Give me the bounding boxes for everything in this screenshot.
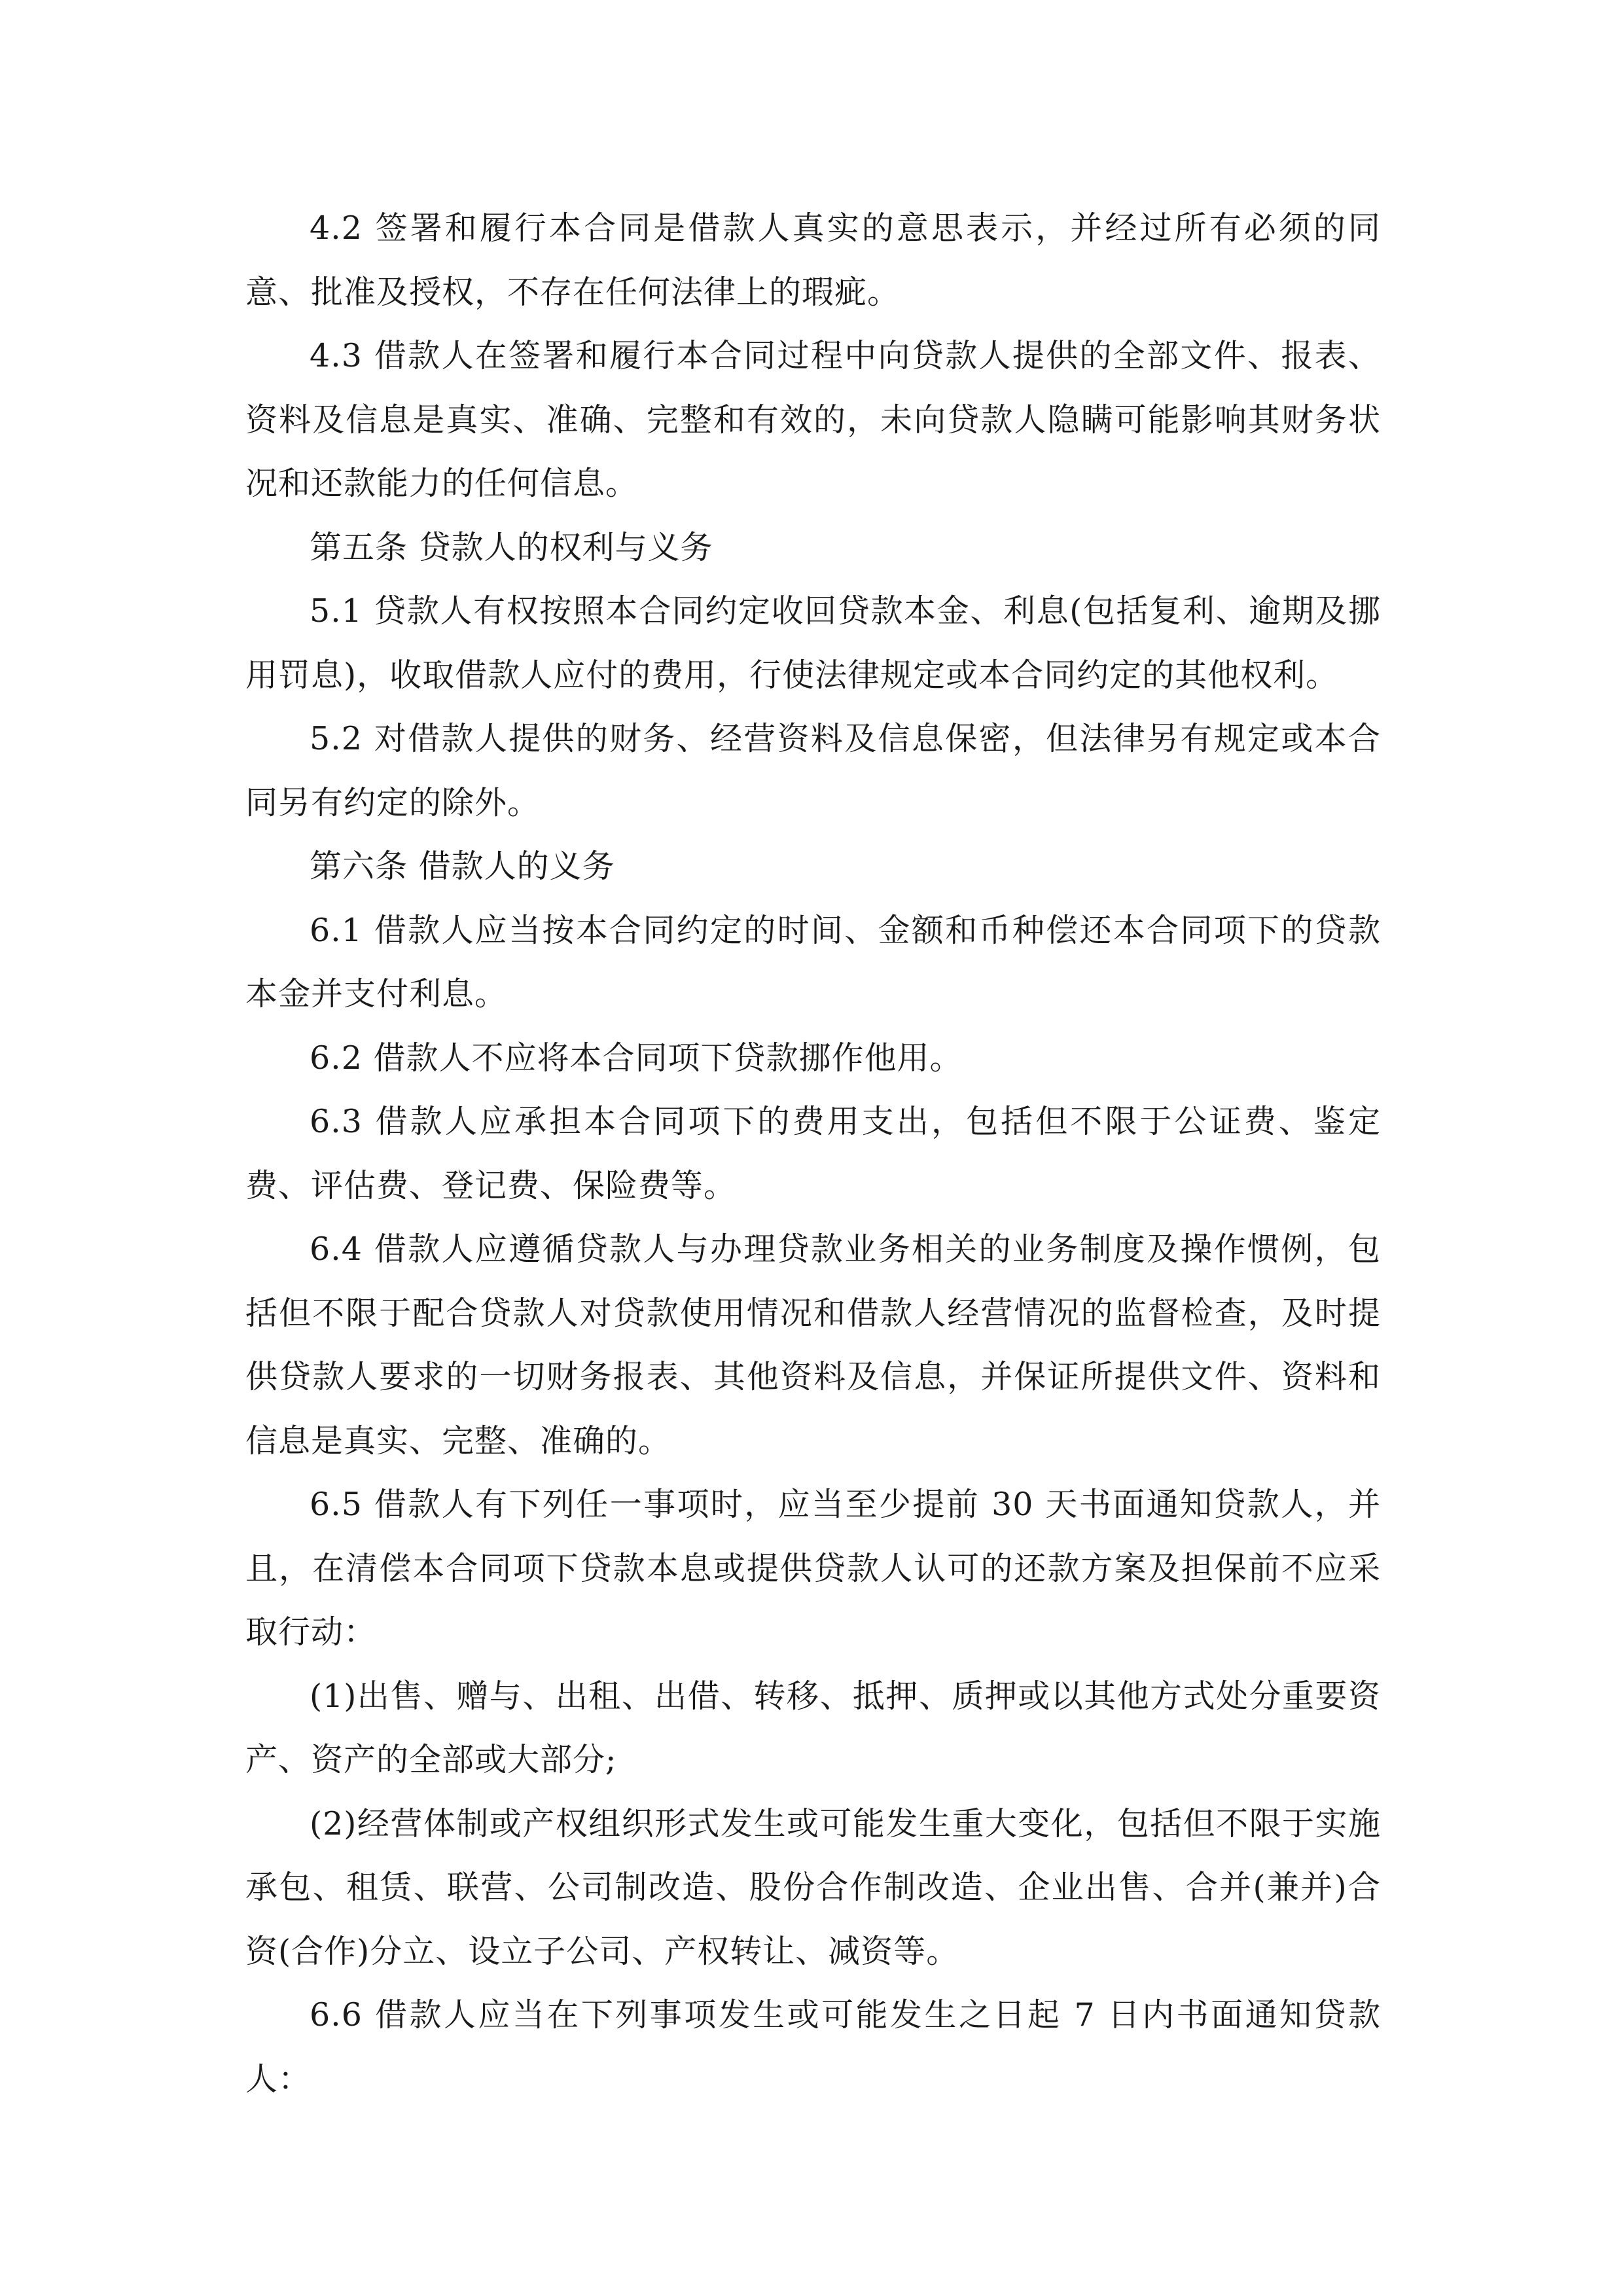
- contract-body: [245, 196, 1381, 2111]
- paragraph-6-6: 6.6 借款人应当在下列事项发生或可能发生之日起 7 日内书面通知贷款人：: [245, 1996, 1381, 2098]
- list-item-1: (1)出售、赠与、出租、出借、转移、抵押、质押或以其他方式处分重要资产、资产的全部或大部分;: [245, 1677, 1381, 1778]
- paragraph-5-1: 5.1 贷款人有权按照本合同约定收回贷款本金、利息(包括复利、逾期及挪用罚息)，收取借款人应付的费用，行使法律规定或本合同约定的其他权利。: [245, 592, 1381, 694]
- paragraph-4-3: 4.3 借款人在签署和履行本合同过程中向贷款人提供的全部文件、报表、资料及信息是真实、准确、完整和有效的，未向贷款人隐瞒可能影响其财务状况和还款能力的任何信息。: [245, 337, 1381, 502]
- article-6-heading: 第六条 借款人的义务: [310, 848, 615, 885]
- paragraph-4-2: 4.2 签署和履行本合同是借款人真实的意思表示，并经过所有必须的同意、批准及授权，不存在任何法律上的瑕疵。: [245, 209, 1381, 311]
- list-item-2: (2)经营体制或产权组织形式发生或可能发生重大变化，包括但不限于实施承包、租赁、联营、公司制改造、股份合作制改造、企业出售、合并(兼并)合资(合作)分立、设立子公司、产权转让、减资等。: [245, 1804, 1381, 1970]
- article-5-heading: 第五条 贷款人的权利与义务: [310, 528, 713, 566]
- paragraph-6-5: 6.5 借款人有下列任一事项时，应当至少提前 30 天书面通知贷款人，并且，在清偿本合同项下贷款本息或提供贷款人认可的还款方案及担保前不应采取行动：: [245, 1486, 1381, 1651]
- paragraph-5-2: 5.2 对借款人提供的财务、经营资料及信息保密，但法律另有规定或本合同另有约定的除外。: [245, 720, 1381, 821]
- paragraph-6-1: 6.1 借款人应当按本合同约定的时间、金额和币种偿还本合同项下的贷款本金并支付利息。: [245, 911, 1381, 1013]
- paragraph-6-4: 6.4 借款人应遵循贷款人与办理贷款业务相关的业务制度及操作惯例，包括但不限于配合贷款人对贷款使用情况和借款人经营情况的监督检查，及时提供贷款人要求的一切财务报表、其他资料及信息，并保证所提供文件、资料和信息是真实、完整、准确的。: [245, 1230, 1381, 1460]
- paragraph-6-2: 6.2 借款人不应将本合同项下贷款挪作他用。: [310, 1039, 963, 1077]
- paragraph-6-3: 6.3 借款人应承担本合同项下的费用支出，包括但不限于公证费、鉴定费、评估费、登记费、保险费等。: [245, 1103, 1381, 1204]
